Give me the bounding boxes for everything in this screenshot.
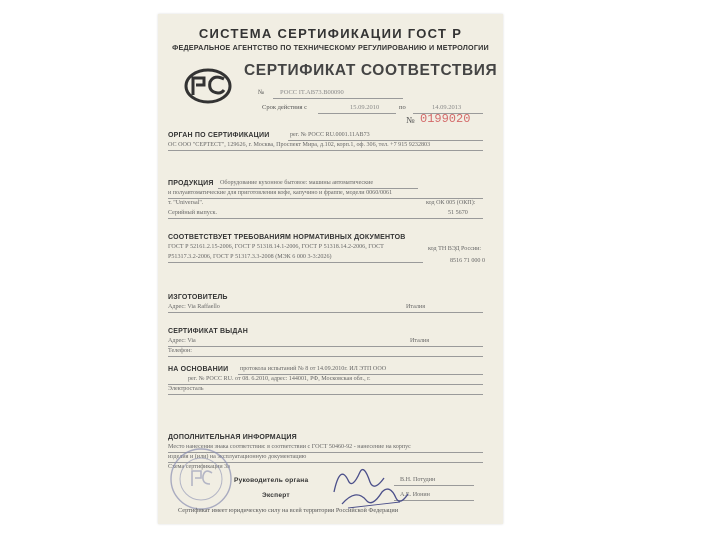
seal-stamp-icon — [168, 446, 234, 512]
manufacturer-label: ИЗГОТОВИТЕЛЬ — [168, 294, 228, 301]
issued-to-country: Италия — [410, 338, 430, 344]
product-line-4: Серийный выпуск. — [168, 210, 218, 216]
basis-line-2: рег. № РОСС RU. от 08. 6.2010, адрес: 144001, РФ, Московская обл., г. — [188, 376, 371, 382]
additional-info-line-1: Место нанесения знака соответствия: в соответствии с ГОСТ 50460-92 - нанесение на корпус — [168, 444, 411, 450]
system-header: СИСТЕМА СЕРТИФИКАЦИИ ГОСТ Р — [198, 26, 463, 41]
basis-label: НА ОСНОВАНИИ — [168, 366, 229, 373]
norms-code: 8516 71 000 0 — [450, 258, 486, 264]
additional-info-label: ДОПОЛНИТЕЛЬНАЯ ИНФОРМАЦИЯ — [168, 434, 297, 441]
norms-label: СООТВЕТСТВУЕТ ТРЕБОВАНИЯМ НОРМАТИВНЫХ ДОКУМЕНТОВ — [168, 234, 406, 241]
certificate-title: СЕРТИФИКАТ СООТВЕТСТВИЯ — [244, 62, 498, 79]
serial-number-label: № — [406, 115, 415, 125]
organ-label: ОРГАН ПО СЕРТИФИКАЦИИ — [168, 132, 270, 139]
product-line-3: т. "Universal". — [168, 200, 204, 206]
norms-line-2: Р51317.3.2-2006, ГОСТ Р 51317.3.3-2008 (МЭК 6 000 3-3:2026) — [168, 254, 332, 260]
footer-note: Сертификат имеет юридическую силу на всей территории Российской Федерации — [178, 507, 399, 514]
product-line-1: Оборудование кухонное бытовое: машины автоматические — [220, 180, 374, 186]
norms-line-1: ГОСТ Р 52161.2.15-2006, ГОСТ Р 51318.14.1-2006, ГОСТ Р 51318.14.2-2006, ГОСТ — [168, 244, 384, 250]
product-code: 51 5670 — [448, 210, 468, 216]
manufacturer-country: Италия — [406, 304, 426, 310]
certificate-document — [158, 14, 503, 524]
product-label: ПРОДУКЦИЯ — [168, 180, 214, 187]
cert-number: РОСС IT.АВ73.В00090 — [280, 89, 344, 96]
head-signature-label: Руководитель органа — [234, 477, 309, 484]
expert-name: А.Е. Ионин — [400, 492, 430, 498]
basis-line-3: Электросталь — [168, 386, 204, 392]
cert-number-label: № — [258, 89, 265, 96]
basis-line-1: протокола испытаний № 8 от 14.09.2010г. ИЛ ЭТП ООО — [240, 366, 387, 372]
serial-number: 0199020 — [420, 112, 471, 126]
product-code-label: код ОК 005 (ОКП): — [426, 200, 476, 206]
valid-to: 14.09.2013 — [432, 104, 462, 111]
organ-line-2: ОС ООО "СЕРТЕСТ", 129626, г. Москва, Проспект Мира, д.102, корп.1, оф. 306, тел. +7 915 9232803 — [168, 142, 431, 148]
issued-to-address: Адрес: Via — [168, 338, 196, 344]
head-name: В.Н. Потудин — [400, 477, 436, 483]
additional-info-line-3: Схема сертификации 3а — [168, 464, 230, 470]
issued-to-label: СЕРТИФИКАТ ВЫДАН — [168, 328, 249, 335]
expert-signature-label: Эксперт — [262, 492, 290, 499]
valid-from: 15.09.2010 — [350, 104, 380, 111]
product-line-2: и полуавтоматические для приготовления кофе, капучино и фраппе, модели 0060/0061 — [168, 190, 393, 196]
agency-header: ФЕДЕРАЛЬНОЕ АГЕНТСТВО ПО ТЕХНИЧЕСКОМУ РЕГУЛИРОВАНИЮ И МЕТРОЛОГИИ — [172, 43, 489, 52]
norms-code-label: код ТН ВЭД России: — [428, 246, 482, 252]
manufacturer-address: Адрес: Via Raffaello — [168, 304, 220, 310]
gost-r-logo-icon — [184, 68, 232, 104]
issued-to-phone: Телефон: — [168, 348, 192, 354]
organ-line-1: рег. № РОСС RU.0001.11АВ73 — [290, 132, 370, 138]
additional-info-line-2: изделия и (или) на эксплуатационную документацию — [168, 454, 307, 460]
valid-to-label: по — [399, 104, 406, 111]
validity-label: Срок действия с — [262, 104, 308, 111]
